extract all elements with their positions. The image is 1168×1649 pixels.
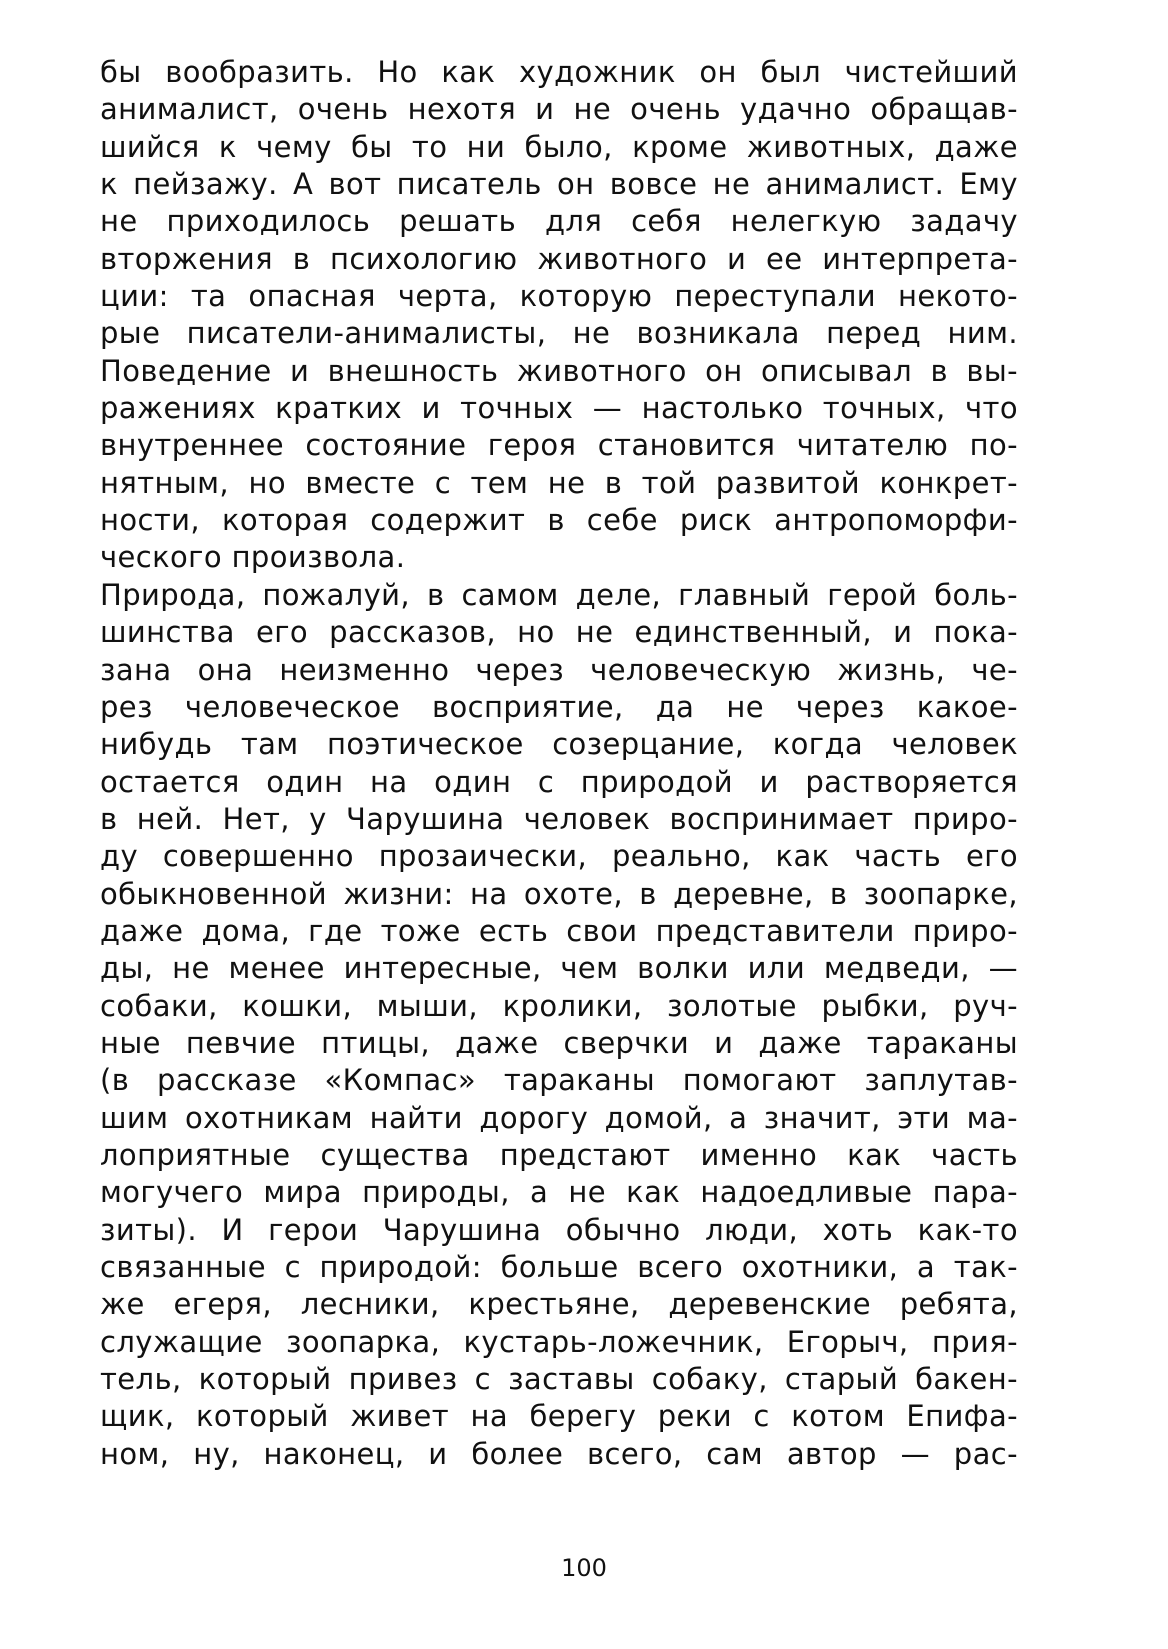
paragraph-1 — [100, 54, 1018, 577]
text-line: шийся к чему бы то ни было, кроме животных, даже — [100, 129, 1018, 164]
text-line: ды, не менее интересные, чем волки или медведи, — — [100, 951, 1018, 986]
text-line: тель, который привез с заставы собаку, старый бакен- — [100, 1362, 1018, 1397]
text-line: не приходилось решать для себя нелегкую задачу — [100, 204, 1018, 239]
text-line: нибудь там поэтическое созерцание, когда человек — [100, 727, 1018, 762]
text-line: анималист, очень нехотя и не очень удачно обращав- — [100, 92, 1018, 127]
paragraph-2 — [100, 577, 1018, 1473]
text-line: Природа, пожалуй, в самом деле, главный герой боль- — [100, 577, 1018, 612]
text-line: обыкновенной жизни: на охоте, в деревне, в зоопарке, — [100, 876, 1018, 911]
text-line: вторжения в психологию животного и ее интерпрета- — [100, 241, 1018, 276]
page-body — [100, 54, 1018, 1473]
text-line: рез человеческое восприятие, да не через какое- — [100, 689, 1018, 724]
text-line: остается один на один с природой и растворяется — [100, 764, 1018, 799]
text-line: нятным, но вместе с тем не в той развитой конкрет- — [100, 465, 1018, 500]
text-line: могучего мира природы, а не как надоедливые пара- — [100, 1175, 1018, 1210]
text-line: зана она неизменно через человеческую жизнь, че- — [100, 652, 1018, 687]
text-line: же егеря, лесники, крестьяне, деревенские ребята, — [100, 1287, 1018, 1322]
text-line: в ней. Нет, у Чарушина человек воспринимает приро- — [100, 801, 1018, 836]
text-line: рые писатели-анималисты, не возникала перед ним. — [100, 316, 1018, 351]
text-line: связанные с природой: больше всего охотники, а так- — [100, 1250, 1018, 1284]
text-line: шим охотникам найти дорогу домой, а значит, эти ма- — [100, 1100, 1018, 1135]
text-line: даже дома, где тоже есть свои представители приро- — [100, 913, 1018, 948]
text-line: ражениях кратких и точных — настолько точных, что — [100, 391, 1018, 426]
text-line: шинства его рассказов, но не единственный, и пока- — [100, 615, 1018, 650]
text-line: ции: та опасная черта, которую переступали некото- — [100, 279, 1018, 314]
text-line: ду совершенно прозаически, реально, как часть его — [100, 839, 1018, 874]
text-line: зиты). И герои Чарушина обычно люди, хоть как-то — [100, 1212, 1018, 1247]
text-line: бы вообразить. Но как художник он был чистейший — [100, 55, 1018, 89]
text-line: (в рассказе «Компас» тараканы помогают заплутав- — [100, 1063, 1018, 1098]
text-line: ности, которая содержит в себе риск антропоморфи- — [100, 503, 1018, 538]
text-line: ческого произвола. — [100, 540, 406, 575]
text-line: служащие зоопарка, кустарь-ложечник, Егорыч, прия- — [100, 1324, 1018, 1359]
text-line: ные певчие птицы, даже сверчки и даже тараканы — [100, 1025, 1018, 1060]
text-line: Поведение и внешность животного он описывал в вы- — [100, 353, 1018, 388]
text-line: собаки, кошки, мыши, кролики, золотые рыбки, руч- — [100, 988, 1018, 1023]
text-line: щик, который живет на берегу реки с котом Епифа- — [100, 1399, 1018, 1434]
page-number: 100 — [561, 1554, 607, 1582]
text-line: ном, ну, наконец, и более всего, сам автор — рас- — [100, 1436, 1018, 1471]
text-line: к пейзажу. А вот писатель он вовсе не анималист. Ему — [100, 167, 1018, 202]
text-line: лоприятные существа предстают именно как часть — [100, 1137, 1018, 1172]
text-line: внутреннее состояние героя становится читателю по- — [100, 428, 1018, 463]
